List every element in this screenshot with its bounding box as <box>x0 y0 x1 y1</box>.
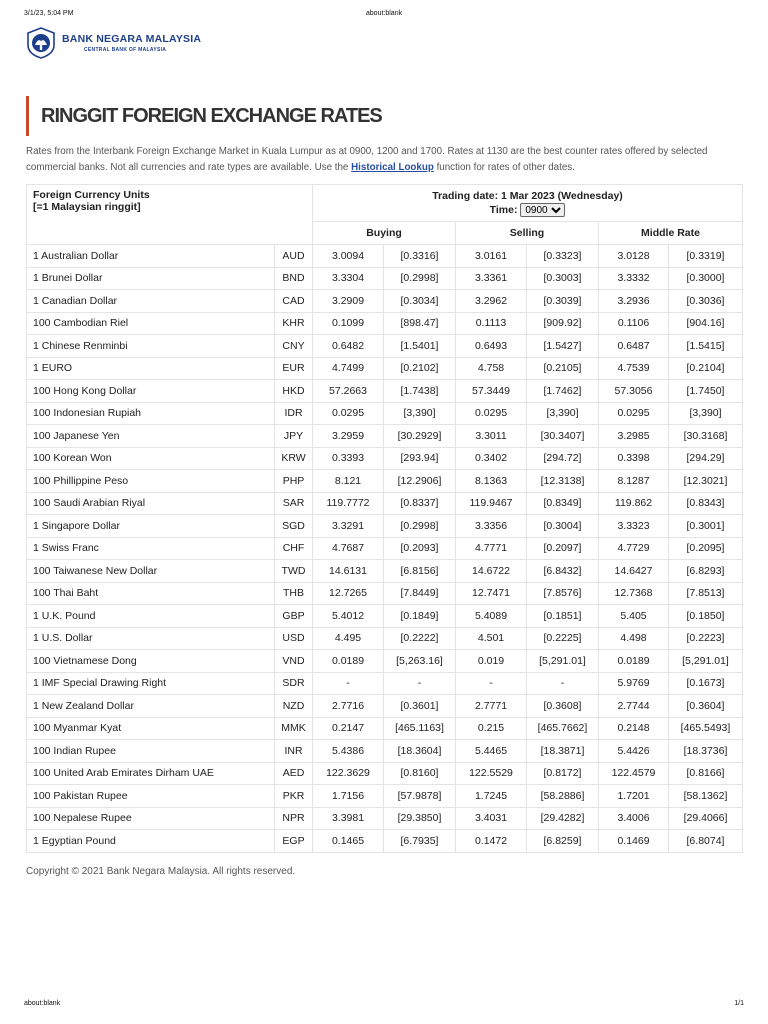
units-header <box>27 185 313 245</box>
buying-inverse-rate: [0.3601] <box>384 695 456 718</box>
buying-inverse-rate: [29.3850] <box>384 807 456 830</box>
middle-inverse-rate: [0.3319] <box>669 245 743 268</box>
middle-rate: 0.3398 <box>599 447 669 470</box>
selling-inverse-rate: [0.2097] <box>527 537 599 560</box>
buying-inverse-rate: [6.7935] <box>384 830 456 853</box>
selling-rate: 0.0295 <box>456 402 527 425</box>
middle-inverse-rate: [0.3036] <box>669 290 743 313</box>
currency-name: 100 Vietnamese Dong <box>27 650 275 673</box>
buying-inverse-rate: [30.2929] <box>384 425 456 448</box>
currency-code: AUD <box>275 245 313 268</box>
table-row <box>27 492 743 515</box>
buying-rate: 0.1465 <box>313 830 384 853</box>
selling-inverse-rate: [0.3608] <box>527 695 599 718</box>
middle-rate: 57.3056 <box>599 380 669 403</box>
buying-header: Buying <box>313 222 456 245</box>
selling-inverse-rate: [5,291.01] <box>527 650 599 673</box>
middle-inverse-rate: [6.8074] <box>669 830 743 853</box>
selling-rate: 3.4031 <box>456 807 527 830</box>
selling-rate: 1.7245 <box>456 785 527 808</box>
currency-code: GBP <box>275 605 313 628</box>
middle-rate: 0.0189 <box>599 650 669 673</box>
table-row <box>27 830 743 853</box>
selling-inverse-rate: [1.7462] <box>527 380 599 403</box>
selling-inverse-rate: [0.3003] <box>527 267 599 290</box>
table-row <box>27 312 743 335</box>
middle-inverse-rate: [1.5415] <box>669 335 743 358</box>
table-row <box>27 785 743 808</box>
buying-rate: 57.2663 <box>313 380 384 403</box>
selling-rate: 0.215 <box>456 717 527 740</box>
currency-code: HKD <box>275 380 313 403</box>
selling-rate: 4.501 <box>456 627 527 650</box>
selling-inverse-rate: [0.3323] <box>527 245 599 268</box>
selling-rate: 0.6493 <box>456 335 527 358</box>
selling-rate: 12.7471 <box>456 582 527 605</box>
currency-name: 100 Taiwanese New Dollar <box>27 560 275 583</box>
selling-inverse-rate: [0.2225] <box>527 627 599 650</box>
middle-inverse-rate: [0.1673] <box>669 672 743 695</box>
currency-code: KHR <box>275 312 313 335</box>
currency-code: AED <box>275 762 313 785</box>
currency-name: 100 Myanmar Kyat <box>27 717 275 740</box>
buying-rate: - <box>313 672 384 695</box>
intro-text-before: Rates from the Interbank Foreign Exchange Market in Kuala Lumpur as at 0900, 1200 and 1700. Rates at 1130 are the best counter rates offered by selected commercial banks. Not all currencies and rate types are available. Use the <box>26 146 708 173</box>
bank-subtitle: CENTRAL BANK OF MALAYSIA <box>84 47 167 53</box>
middle-rate: 3.4006 <box>599 807 669 830</box>
selling-inverse-rate: [58.2886] <box>527 785 599 808</box>
middle-inverse-rate: [1.7450] <box>669 380 743 403</box>
buying-rate: 0.0189 <box>313 650 384 673</box>
currency-name: 1 Singapore Dollar <box>27 515 275 538</box>
buying-inverse-rate: [7.8449] <box>384 582 456 605</box>
buying-rate: 5.4386 <box>313 740 384 763</box>
table-row <box>27 357 743 380</box>
selling-inverse-rate: [29.4282] <box>527 807 599 830</box>
selling-inverse-rate: [0.8349] <box>527 492 599 515</box>
middle-rate: 0.6487 <box>599 335 669 358</box>
selling-rate: 5.4089 <box>456 605 527 628</box>
selling-inverse-rate: - <box>527 672 599 695</box>
middle-rate: 14.6427 <box>599 560 669 583</box>
currency-name: 100 Saudi Arabian Riyal <box>27 492 275 515</box>
buying-rate: 4.495 <box>313 627 384 650</box>
currency-code: JPY <box>275 425 313 448</box>
footer-url: about:blank <box>24 1000 61 1007</box>
buying-inverse-rate: [18.3604] <box>384 740 456 763</box>
buying-rate: 0.6482 <box>313 335 384 358</box>
currency-code: CAD <box>275 290 313 313</box>
buying-inverse-rate: [3,390] <box>384 402 456 425</box>
middle-inverse-rate: [30.3168] <box>669 425 743 448</box>
selling-header: Selling <box>456 222 599 245</box>
middle-rate: 0.2148 <box>599 717 669 740</box>
middle-rate: 5.9769 <box>599 672 669 695</box>
currency-name: 1 U.S. Dollar <box>27 627 275 650</box>
middle-inverse-rate: [0.8343] <box>669 492 743 515</box>
selling-rate: 3.0161 <box>456 245 527 268</box>
buying-inverse-rate: [0.2998] <box>384 515 456 538</box>
selling-rate: 4.7771 <box>456 537 527 560</box>
middle-rate: 3.2985 <box>599 425 669 448</box>
currency-code: NZD <box>275 695 313 718</box>
currency-name: 100 Japanese Yen <box>27 425 275 448</box>
buying-inverse-rate: [5,263.16] <box>384 650 456 673</box>
selling-rate: 0.1472 <box>456 830 527 853</box>
time-label: Time: <box>489 203 518 216</box>
buying-rate: 3.3304 <box>313 267 384 290</box>
buying-inverse-rate: [57.9878] <box>384 785 456 808</box>
currency-code: KRW <box>275 447 313 470</box>
middle-rate: 119.862 <box>599 492 669 515</box>
middle-rate: 4.7729 <box>599 537 669 560</box>
buying-rate: 8.121 <box>313 470 384 493</box>
middle-rate: 4.7539 <box>599 357 669 380</box>
currency-name: 100 United Arab Emirates Dirham UAE <box>27 762 275 785</box>
buying-inverse-rate: [0.2222] <box>384 627 456 650</box>
table-row <box>27 672 743 695</box>
middle-rate: 3.3323 <box>599 515 669 538</box>
selling-rate: 3.3011 <box>456 425 527 448</box>
table-row <box>27 380 743 403</box>
selling-inverse-rate: [0.2105] <box>527 357 599 380</box>
middle-inverse-rate: [0.3001] <box>669 515 743 538</box>
selling-inverse-rate: [12.3138] <box>527 470 599 493</box>
bank-emblem-icon <box>26 27 56 59</box>
buying-rate: 119.7772 <box>313 492 384 515</box>
middle-rate: 122.4579 <box>599 762 669 785</box>
selling-rate: 3.3361 <box>456 267 527 290</box>
table-row <box>27 537 743 560</box>
currency-name: 100 Pakistan Rupee <box>27 785 275 808</box>
currency-code: THB <box>275 582 313 605</box>
selling-rate: 0.3402 <box>456 447 527 470</box>
bank-logo[interactable] <box>26 26 201 60</box>
selling-inverse-rate: [909.92] <box>527 312 599 335</box>
intro-text-after: function for rates of other dates. <box>433 162 575 173</box>
currency-name: 100 Cambodian Riel <box>27 312 275 335</box>
buying-inverse-rate: [293.94] <box>384 447 456 470</box>
table-row <box>27 807 743 830</box>
currency-code: IDR <box>275 402 313 425</box>
currency-name: 1 Chinese Renminbi <box>27 335 275 358</box>
buying-inverse-rate: [0.3034] <box>384 290 456 313</box>
selling-rate: 4.758 <box>456 357 527 380</box>
currency-code: PHP <box>275 470 313 493</box>
buying-rate: 3.2909 <box>313 290 384 313</box>
print-url: about:blank <box>365 10 403 17</box>
middle-inverse-rate: [58.1362] <box>669 785 743 808</box>
buying-inverse-rate: [0.2093] <box>384 537 456 560</box>
currency-name: 1 New Zealand Dollar <box>27 695 275 718</box>
buying-rate: 4.7499 <box>313 357 384 380</box>
middle-inverse-rate: [0.3000] <box>669 267 743 290</box>
middle-inverse-rate: [6.8293] <box>669 560 743 583</box>
table-row <box>27 290 743 313</box>
middle-inverse-rate: [0.1850] <box>669 605 743 628</box>
selling-inverse-rate: [18.3871] <box>527 740 599 763</box>
selling-rate: 0.1113 <box>456 312 527 335</box>
table-row <box>27 470 743 493</box>
currency-name: 100 Nepalese Rupee <box>27 807 275 830</box>
currency-code: PKR <box>275 785 313 808</box>
middle-rate: 3.2936 <box>599 290 669 313</box>
trading-date-header <box>313 185 743 222</box>
table-row <box>27 402 743 425</box>
middle-rate: 3.3332 <box>599 267 669 290</box>
buying-inverse-rate: [0.1849] <box>384 605 456 628</box>
table-row <box>27 762 743 785</box>
table-row <box>27 447 743 470</box>
middle-rate: 0.1469 <box>599 830 669 853</box>
buying-rate: 3.3981 <box>313 807 384 830</box>
middle-rate: 5.4426 <box>599 740 669 763</box>
currency-name: 1 Swiss Franc <box>27 537 275 560</box>
selling-rate: 5.4465 <box>456 740 527 763</box>
selling-inverse-rate: [1.5427] <box>527 335 599 358</box>
buying-inverse-rate: [0.8160] <box>384 762 456 785</box>
table-row <box>27 560 743 583</box>
selling-inverse-rate: [0.8172] <box>527 762 599 785</box>
middle-inverse-rate: [18.3736] <box>669 740 743 763</box>
table-row <box>27 627 743 650</box>
buying-rate: 1.7156 <box>313 785 384 808</box>
buying-inverse-rate: [12.2906] <box>384 470 456 493</box>
intro-paragraph <box>26 144 742 176</box>
middle-inverse-rate: [7.8513] <box>669 582 743 605</box>
buying-rate: 122.3629 <box>313 762 384 785</box>
table-row <box>27 335 743 358</box>
selling-inverse-rate: [7.8576] <box>527 582 599 605</box>
middle-inverse-rate: [0.2095] <box>669 537 743 560</box>
buying-rate: 0.0295 <box>313 402 384 425</box>
buying-rate: 0.3393 <box>313 447 384 470</box>
middle-rate: 0.0295 <box>599 402 669 425</box>
currency-name: 1 Brunei Dollar <box>27 267 275 290</box>
middle-rate-header: Middle Rate <box>599 222 743 245</box>
middle-rate: 1.7201 <box>599 785 669 808</box>
trading-date: Trading date: 1 Mar 2023 (Wednesday) <box>432 189 623 202</box>
buying-inverse-rate: [6.8156] <box>384 560 456 583</box>
currency-code: VND <box>275 650 313 673</box>
selling-rate: 122.5529 <box>456 762 527 785</box>
selling-inverse-rate: [6.8259] <box>527 830 599 853</box>
buying-inverse-rate: [0.3316] <box>384 245 456 268</box>
currency-code: NPR <box>275 807 313 830</box>
selling-inverse-rate: [0.3004] <box>527 515 599 538</box>
selling-inverse-rate: [30.3407] <box>527 425 599 448</box>
currency-code: INR <box>275 740 313 763</box>
middle-inverse-rate: [904.16] <box>669 312 743 335</box>
currency-name: 1 Canadian Dollar <box>27 290 275 313</box>
buying-rate: 4.7687 <box>313 537 384 560</box>
middle-inverse-rate: [5,291.01] <box>669 650 743 673</box>
currency-code: SAR <box>275 492 313 515</box>
currency-code: EGP <box>275 830 313 853</box>
currency-code: USD <box>275 627 313 650</box>
page-number: 1/1 <box>734 1000 744 1007</box>
middle-rate: 3.0128 <box>599 245 669 268</box>
selling-rate: 2.7771 <box>456 695 527 718</box>
page-title: RINGGIT FOREIGN EXCHANGE RATES <box>41 104 382 127</box>
table-row <box>27 425 743 448</box>
selling-rate: 57.3449 <box>456 380 527 403</box>
buying-rate: 12.7265 <box>313 582 384 605</box>
currency-code: SDR <box>275 672 313 695</box>
selling-inverse-rate: [3,390] <box>527 402 599 425</box>
buying-inverse-rate: [0.2998] <box>384 267 456 290</box>
bank-name: BANK NEGARA MALAYSIA <box>62 33 202 45</box>
buying-inverse-rate: [898.47] <box>384 312 456 335</box>
table-row <box>27 267 743 290</box>
currency-code: BND <box>275 267 313 290</box>
buying-rate: 3.2959 <box>313 425 384 448</box>
buying-rate: 0.2147 <box>313 717 384 740</box>
rates-body <box>27 245 743 853</box>
currency-name: 1 EURO <box>27 357 275 380</box>
units-line-1: Foreign Currency Units <box>33 189 150 201</box>
time-select[interactable] <box>520 203 565 217</box>
historical-lookup-link[interactable]: Historical Lookup <box>351 162 434 173</box>
table-row <box>27 515 743 538</box>
middle-inverse-rate: [3,390] <box>669 402 743 425</box>
middle-inverse-rate: [0.3604] <box>669 695 743 718</box>
middle-inverse-rate: [294.29] <box>669 447 743 470</box>
middle-rate: 8.1287 <box>599 470 669 493</box>
currency-name: 100 Indonesian Rupiah <box>27 402 275 425</box>
selling-rate: 0.019 <box>456 650 527 673</box>
buying-inverse-rate: [465.1163] <box>384 717 456 740</box>
selling-inverse-rate: [0.3039] <box>527 290 599 313</box>
selling-rate: - <box>456 672 527 695</box>
table-row <box>27 740 743 763</box>
middle-rate: 0.1106 <box>599 312 669 335</box>
buying-inverse-rate: [1.5401] <box>384 335 456 358</box>
buying-inverse-rate: [0.2102] <box>384 357 456 380</box>
print-header <box>24 10 744 22</box>
buying-rate: 3.3291 <box>313 515 384 538</box>
currency-name: 100 Thai Baht <box>27 582 275 605</box>
table-row <box>27 605 743 628</box>
currency-name: 100 Indian Rupee <box>27 740 275 763</box>
middle-inverse-rate: [465.5493] <box>669 717 743 740</box>
buying-rate: 5.4012 <box>313 605 384 628</box>
currency-code: CHF <box>275 537 313 560</box>
currency-code: MMK <box>275 717 313 740</box>
middle-inverse-rate: [0.8166] <box>669 762 743 785</box>
middle-inverse-rate: [29.4066] <box>669 807 743 830</box>
selling-rate: 8.1363 <box>456 470 527 493</box>
buying-rate: 0.1099 <box>313 312 384 335</box>
currency-name: 100 Hong Kong Dollar <box>27 380 275 403</box>
selling-inverse-rate: [294.72] <box>527 447 599 470</box>
middle-rate: 5.405 <box>599 605 669 628</box>
print-datetime: 3/1/23, 5:04 PM <box>24 10 74 17</box>
middle-inverse-rate: [0.2104] <box>669 357 743 380</box>
buying-inverse-rate: [0.8337] <box>384 492 456 515</box>
currency-name: 100 Phillippine Peso <box>27 470 275 493</box>
print-footer <box>24 1000 744 1012</box>
middle-rate: 2.7744 <box>599 695 669 718</box>
middle-inverse-rate: [12.3021] <box>669 470 743 493</box>
selling-rate: 119.9467 <box>456 492 527 515</box>
selling-inverse-rate: [0.1851] <box>527 605 599 628</box>
selling-rate: 3.2962 <box>456 290 527 313</box>
selling-rate: 14.6722 <box>456 560 527 583</box>
table-row <box>27 245 743 268</box>
selling-inverse-rate: [6.8432] <box>527 560 599 583</box>
table-row <box>27 695 743 718</box>
currency-name: 100 Korean Won <box>27 447 275 470</box>
middle-inverse-rate: [0.2223] <box>669 627 743 650</box>
table-row <box>27 650 743 673</box>
title-block <box>26 96 382 136</box>
selling-inverse-rate: [465.7662] <box>527 717 599 740</box>
selling-rate: 3.3356 <box>456 515 527 538</box>
buying-rate: 14.6131 <box>313 560 384 583</box>
currency-name: 1 IMF Special Drawing Right <box>27 672 275 695</box>
table-row <box>27 582 743 605</box>
currency-code: EUR <box>275 357 313 380</box>
middle-rate: 12.7368 <box>599 582 669 605</box>
buying-inverse-rate: - <box>384 672 456 695</box>
middle-rate: 4.498 <box>599 627 669 650</box>
table-row <box>27 717 743 740</box>
currency-code: CNY <box>275 335 313 358</box>
exchange-rates-table <box>26 184 743 853</box>
buying-rate: 3.0094 <box>313 245 384 268</box>
units-line-2: [=1 Malaysian ringgit] <box>33 201 141 213</box>
buying-inverse-rate: [1.7438] <box>384 380 456 403</box>
currency-code: TWD <box>275 560 313 583</box>
buying-rate: 2.7716 <box>313 695 384 718</box>
currency-code: SGD <box>275 515 313 538</box>
currency-name: 1 U.K. Pound <box>27 605 275 628</box>
copyright: Copyright © 2021 Bank Negara Malaysia. All rights reserved. <box>26 866 296 877</box>
currency-name: 1 Australian Dollar <box>27 245 275 268</box>
currency-name: 1 Egyptian Pound <box>27 830 275 853</box>
